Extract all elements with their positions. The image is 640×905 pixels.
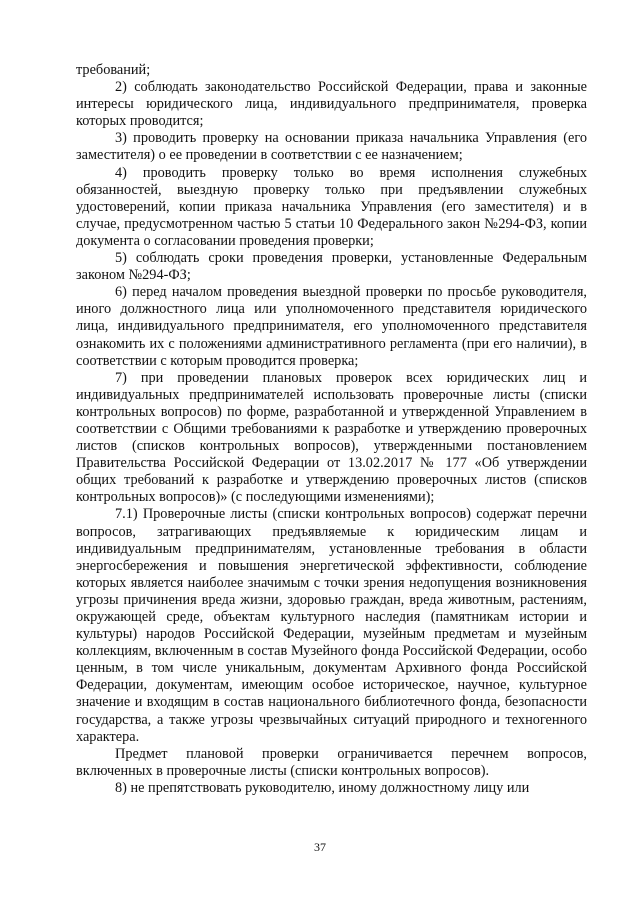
paragraph-item-5: 5) соблюдать сроки проведения проверки, установленные Федеральным законом №294-ФЗ; — [76, 250, 587, 284]
page-number: 37 — [314, 840, 326, 854]
paragraph-item-8: 8) не препятствовать руководителю, иному должностному лицу или — [115, 779, 530, 796]
paragraph-inspection-subject: Предмет плановой проверки ограничивается перечнем вопросов, включенных в проверочные листы (списки контрольных вопросов). — [76, 745, 587, 779]
paragraph-item-3: 3) проводить проверку на основании приказа начальника Управления (его заместителя) о ее проведении в соответствии с ее назначением; — [76, 130, 587, 164]
paragraph-item-4: 4) проводить проверку только во время исполнения служебных обязанностей, выездную проверку только при предъявлении служебных удостоверений, копии приказа начальника Управления (его заместителя) и в случае, предусмотренном частью 5 статьи 10 Федерального закон №294-ФЗ, копии документа о согласовании проведения проверки; — [76, 164, 587, 249]
paragraph-item-6: 6) перед началом проведения выездной проверки по просьбе руководителя, иного должностного лица или уполномоченного представителя юридического лица, индивидуального предпринимателя, его уполномоченного представителя ознакомить их с положениями административного регламента (при его наличии), в соответствии с которым проводится проверка; — [76, 284, 587, 369]
paragraph-continuation: требований; — [76, 62, 151, 78]
body-text — [76, 62, 587, 797]
paragraph-item-7: 7) при проведении плановых проверок всех юридических лиц и индивидуальных предпринимателей использовать проверочные листы (списки контрольных вопросов) по форме, разработанной и утвержденной Управлением в соответствии с Общими требованиями к разработке и утверждению проверочных листов (списков контрольных вопросов), утвержденными постановлением Правительства Российской Федерации от 13.02.2017 № 177 «Об утверждении общих требований к разработке и утверждению проверочных листов (списков контрольных вопросов)» (с последующими изменениями); — [76, 369, 587, 506]
paragraph-item-7-1: 7.1) Проверочные листы (списки контрольных вопросов) содержат перечни вопросов, затрагивающих предъявляемые к юридическим лицам и индивидуальным предпринимателям, установленные требования в области энергосбережения и повышения энергетической эффективности, соблюдение которых является наиболее значимым с точки зрения недопущения возникновения угрозы причинения вреда жизни, здоровью граждан, вреда животным, растениям, окружающей среде, объектам культурного наследия (памятникам истории и культуры) народов Российской Федерации, музейным предметам и музейным коллекциям, включенным в состав Музейного фонда Российской Федерации, особо ценным, в том числе уникальным, документам Архивного фонда Российской Федерации, документам, имеющим особое историческое, научное, культурное значение и входящим в состав национального библиотечного фонда, безопасности государства, а также угрозы чрезвычайных ситуаций природного и техногенного характера. — [76, 506, 587, 745]
paragraph-item-2: 2) соблюдать законодательство Российской Федерации, права и законные интересы юридического лица, индивидуального предпринимателя, проверка которых проводится; — [76, 79, 587, 130]
